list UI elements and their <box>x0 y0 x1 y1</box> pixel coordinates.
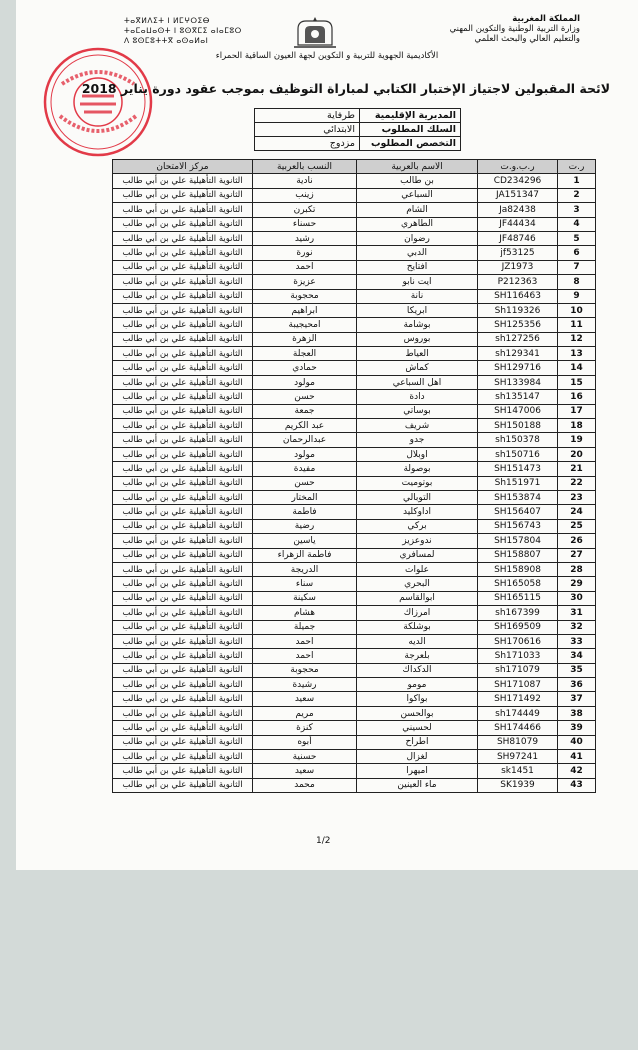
cell-exam-center: الثانوية التأهيلية علي بن أبي طالب <box>113 764 253 778</box>
cell-exam-center: الثانوية التأهيلية علي بن أبي طالب <box>113 347 253 361</box>
col-header-exam-center: مركز الامتحان <box>113 160 253 174</box>
cell-last-name: اميهرا <box>357 764 478 778</box>
cell-exam-center: الثانوية التأهيلية علي بن أبي طالب <box>113 778 253 792</box>
cell-exam-center: الثانوية التأهيلية علي بن أبي طالب <box>113 577 253 591</box>
cell-first-name: مفيدة <box>253 462 357 476</box>
cell-number: 19 <box>558 433 596 447</box>
cell-last-name: بواكوا <box>357 692 478 706</box>
table-row <box>113 462 596 476</box>
cell-exam-center: الثانوية التأهيلية علي بن أبي طالب <box>113 318 253 332</box>
cell-exam-center: الثانوية التأهيلية علي بن أبي طالب <box>113 188 253 202</box>
cell-exam-center: الثانوية التأهيلية علي بن أبي طالب <box>113 447 253 461</box>
table-row <box>113 260 596 274</box>
cell-number: 29 <box>558 577 596 591</box>
cell-first-name: زينب <box>253 188 357 202</box>
cell-first-name: هشام <box>253 606 357 620</box>
cell-code: SH174466 <box>478 721 558 735</box>
cell-exam-center: الثانوية التأهيلية علي بن أبي طالب <box>113 462 253 476</box>
cell-code: SH171087 <box>478 678 558 692</box>
cell-code: SH116463 <box>478 289 558 303</box>
cell-exam-center: الثانوية التأهيلية علي بن أبي طالب <box>113 419 253 433</box>
cell-exam-center: الثانوية التأهيلية علي بن أبي طالب <box>113 591 253 605</box>
cell-first-name: حسن <box>253 476 357 490</box>
cell-number: 13 <box>558 347 596 361</box>
cell-last-name: مومو <box>357 678 478 692</box>
cell-code: sh135147 <box>478 390 558 404</box>
cell-exam-center: الثانوية التأهيلية علي بن أبي طالب <box>113 246 253 260</box>
cell-last-name: الدكداك <box>357 663 478 677</box>
cell-number: 12 <box>558 332 596 346</box>
cell-last-name: اوبلال <box>357 447 478 461</box>
table-row <box>113 519 596 533</box>
cell-exam-center: الثانوية التأهيلية علي بن أبي طالب <box>113 275 253 289</box>
cell-number: 41 <box>558 750 596 764</box>
cell-last-name: افتايح <box>357 260 478 274</box>
info-row <box>255 123 461 137</box>
cell-exam-center: الثانوية التأهيلية علي بن أبي طالب <box>113 735 253 749</box>
cell-code: SK1939 <box>478 778 558 792</box>
cell-last-name: الشام <box>357 203 478 217</box>
table-header-row <box>113 160 596 174</box>
cell-last-name: علوات <box>357 562 478 576</box>
table-row <box>113 606 596 620</box>
cell-last-name: ابريكا <box>357 303 478 317</box>
table-row <box>113 735 596 749</box>
candidates-table <box>112 159 596 793</box>
cell-exam-center: الثانوية التأهيلية علي بن أبي طالب <box>113 217 253 231</box>
cell-last-name: بوساتي <box>357 404 478 418</box>
cell-last-name: اهل السباعي <box>357 375 478 389</box>
table-row <box>113 447 596 461</box>
cell-last-name: كماش <box>357 361 478 375</box>
cell-first-name: حسنية <box>253 750 357 764</box>
cell-number: 20 <box>558 447 596 461</box>
cell-number: 5 <box>558 231 596 245</box>
cell-last-name: ماء العينين <box>357 778 478 792</box>
cell-exam-center: الثانوية التأهيلية علي بن أبي طالب <box>113 404 253 418</box>
cell-code: SH158908 <box>478 562 558 576</box>
cell-number: 10 <box>558 303 596 317</box>
table-row <box>113 721 596 735</box>
header-line: والتعليم العالي والبحث العلمي <box>474 34 580 44</box>
cell-first-name: سكينة <box>253 591 357 605</box>
cell-exam-center: الثانوية التأهيلية علي بن أبي طالب <box>113 750 253 764</box>
cell-first-name: الزهرة <box>253 332 357 346</box>
cell-code: JF48746 <box>478 231 558 245</box>
info-row <box>255 109 461 123</box>
cell-first-name: أبوه <box>253 735 357 749</box>
cell-number: 35 <box>558 663 596 677</box>
table-row <box>113 433 596 447</box>
cell-exam-center: الثانوية التأهيلية علي بن أبي طالب <box>113 534 253 548</box>
cell-first-name: عبد الكريم <box>253 419 357 433</box>
cell-exam-center: الثانوية التأهيلية علي بن أبي طالب <box>113 375 253 389</box>
cell-first-name: سعيد <box>253 764 357 778</box>
cell-code: Sh171033 <box>478 649 558 663</box>
royal-emblem-icon <box>292 15 338 49</box>
cell-code: P212363 <box>478 275 558 289</box>
cell-number: 30 <box>558 591 596 605</box>
cell-code: SH158807 <box>478 548 558 562</box>
header-line: ⴷ ⵓⵙⵎⵓⵜⵜⴳ ⴰⵙⴰⵍⴰⵏ <box>124 36 209 45</box>
cell-last-name: نانة <box>357 289 478 303</box>
cell-code: sh150378 <box>478 433 558 447</box>
official-stamp-icon <box>42 46 154 158</box>
cell-exam-center: الثانوية التأهيلية علي بن أبي طالب <box>113 289 253 303</box>
cell-number: 32 <box>558 620 596 634</box>
cell-code: sh127256 <box>478 332 558 346</box>
cell-first-name: ابراهيم <box>253 303 357 317</box>
cell-code: SH169509 <box>478 620 558 634</box>
cell-number: 22 <box>558 476 596 490</box>
cell-last-name: بوشامة <box>357 318 478 332</box>
cell-last-name: الطاهري <box>357 217 478 231</box>
cell-number: 34 <box>558 649 596 663</box>
cell-exam-center: الثانوية التأهيلية علي بن أبي طالب <box>113 303 253 317</box>
cell-last-name: العياط <box>357 347 478 361</box>
cell-code: SH171492 <box>478 692 558 706</box>
table-row <box>113 634 596 648</box>
info-value: الابتدائي <box>255 123 360 137</box>
cell-code: jf53125 <box>478 246 558 260</box>
col-header-last-name: الاسم بالعربية <box>357 160 478 174</box>
header-ministry-tifinagh <box>124 16 242 46</box>
cell-last-name: بن طالب <box>357 174 478 188</box>
table-row <box>113 275 596 289</box>
cell-first-name: فاطمة الزهراء <box>253 548 357 562</box>
cell-first-name: جمعة <box>253 404 357 418</box>
cell-last-name: لمسافري <box>357 548 478 562</box>
cell-number: 39 <box>558 721 596 735</box>
cell-last-name: بوتوميت <box>357 476 478 490</box>
table-row <box>113 577 596 591</box>
cell-first-name: نادية <box>253 174 357 188</box>
cell-code: sh171079 <box>478 663 558 677</box>
cell-code: JZ1973 <box>478 260 558 274</box>
cell-number: 43 <box>558 778 596 792</box>
cell-code: SH147006 <box>478 404 558 418</box>
cell-number: 23 <box>558 490 596 504</box>
cell-last-name: الدبي <box>357 246 478 260</box>
cell-code: SH150188 <box>478 419 558 433</box>
cell-first-name: حسن <box>253 390 357 404</box>
cell-first-name: مولود <box>253 375 357 389</box>
cell-first-name: سناء <box>253 577 357 591</box>
cell-number: 6 <box>558 246 596 260</box>
cell-first-name: رشيد <box>253 231 357 245</box>
cell-first-name: مولود <box>253 447 357 461</box>
cell-last-name: لحسيني <box>357 721 478 735</box>
cell-first-name: محمد <box>253 778 357 792</box>
cell-number: 31 <box>558 606 596 620</box>
cell-code: JF44434 <box>478 217 558 231</box>
cell-first-name: الدريجة <box>253 562 357 576</box>
cell-last-name: بوروس <box>357 332 478 346</box>
cell-code: SH129716 <box>478 361 558 375</box>
cell-number: 4 <box>558 217 596 231</box>
cell-first-name: رضية <box>253 519 357 533</box>
cell-number: 1 <box>558 174 596 188</box>
cell-code: SH151473 <box>478 462 558 476</box>
cell-code: sh167399 <box>478 606 558 620</box>
cell-exam-center: الثانوية التأهيلية علي بن أبي طالب <box>113 706 253 720</box>
cell-first-name: جميلة <box>253 620 357 634</box>
cell-first-name: المختار <box>253 490 357 504</box>
cell-last-name: ايت نابو <box>357 275 478 289</box>
table-row <box>113 548 596 562</box>
table-row <box>113 649 596 663</box>
table-row <box>113 534 596 548</box>
cell-exam-center: الثانوية التأهيلية علي بن أبي طالب <box>113 260 253 274</box>
cell-first-name: امحيجيبة <box>253 318 357 332</box>
cell-first-name: ياسين <box>253 534 357 548</box>
cell-code: Sh119326 <box>478 303 558 317</box>
cell-first-name: محجوبة <box>253 663 357 677</box>
cell-last-name: لغزال <box>357 750 478 764</box>
cell-code: CD234296 <box>478 174 558 188</box>
cell-number: 9 <box>558 289 596 303</box>
cell-code: SH97241 <box>478 750 558 764</box>
table-row <box>113 750 596 764</box>
cell-exam-center: الثانوية التأهيلية علي بن أبي طالب <box>113 505 253 519</box>
cell-number: 14 <box>558 361 596 375</box>
table-row <box>113 505 596 519</box>
cell-number: 33 <box>558 634 596 648</box>
table-row <box>113 404 596 418</box>
cell-first-name: رشيدة <box>253 678 357 692</box>
table-row <box>113 419 596 433</box>
cell-first-name: سعيد <box>253 692 357 706</box>
cell-first-name: فاطمة <box>253 505 357 519</box>
cell-number: 27 <box>558 548 596 562</box>
table-row <box>113 375 596 389</box>
table-row <box>113 692 596 706</box>
cell-first-name: حسناء <box>253 217 357 231</box>
cell-number: 36 <box>558 678 596 692</box>
cell-first-name: محجوبة <box>253 289 357 303</box>
cell-number: 17 <box>558 404 596 418</box>
cell-exam-center: الثانوية التأهيلية علي بن أبي طالب <box>113 390 253 404</box>
cell-exam-center: الثانوية التأهيلية علي بن أبي طالب <box>113 361 253 375</box>
info-table <box>254 108 461 151</box>
table-row <box>113 217 596 231</box>
cell-last-name: امرزاك <box>357 606 478 620</box>
cell-last-name: بركي <box>357 519 478 533</box>
cell-code: SH156407 <box>478 505 558 519</box>
table-row <box>113 778 596 792</box>
cell-first-name: حمادي <box>253 361 357 375</box>
cell-number: 11 <box>558 318 596 332</box>
table-row <box>113 390 596 404</box>
col-header-first-name: النسب بالعربية <box>253 160 357 174</box>
cell-last-name: اطراح <box>357 735 478 749</box>
cell-code: Ja82438 <box>478 203 558 217</box>
cell-exam-center: الثانوية التأهيلية علي بن أبي طالب <box>113 490 253 504</box>
cell-first-name: نورة <box>253 246 357 260</box>
table-row <box>113 289 596 303</box>
cell-first-name: مريم <box>253 706 357 720</box>
cell-first-name: احمد <box>253 634 357 648</box>
cell-exam-center: الثانوية التأهيلية علي بن أبي طالب <box>113 476 253 490</box>
cell-exam-center: الثانوية التأهيلية علي بن أبي طالب <box>113 548 253 562</box>
table-row <box>113 231 596 245</box>
cell-code: sk1451 <box>478 764 558 778</box>
cell-last-name: بوصولة <box>357 462 478 476</box>
cell-exam-center: الثانوية التأهيلية علي بن أبي طالب <box>113 231 253 245</box>
col-header-number: ر.ت <box>558 160 596 174</box>
cell-code: SH81079 <box>478 735 558 749</box>
cell-last-name: التوبالي <box>357 490 478 504</box>
cell-code: SH133984 <box>478 375 558 389</box>
cell-number: 8 <box>558 275 596 289</box>
cell-exam-center: الثانوية التأهيلية علي بن أبي طالب <box>113 678 253 692</box>
table-row <box>113 591 596 605</box>
cell-exam-center: الثانوية التأهيلية علي بن أبي طالب <box>113 620 253 634</box>
cell-first-name: العجلة <box>253 347 357 361</box>
cell-exam-center: الثانوية التأهيلية علي بن أبي طالب <box>113 634 253 648</box>
cell-last-name: الديه <box>357 634 478 648</box>
cell-number: 3 <box>558 203 596 217</box>
cell-last-name: دادة <box>357 390 478 404</box>
academy-name: الأكاديمية الجهوية للتربية و التكوين لجهة العيون الساقية الحمراء <box>215 51 439 61</box>
table-row <box>113 476 596 490</box>
cell-last-name: بلعرجة <box>357 649 478 663</box>
cell-exam-center: الثانوية التأهيلية علي بن أبي طالب <box>113 663 253 677</box>
cell-code: JA151347 <box>478 188 558 202</box>
info-value: مزدوج <box>255 137 360 151</box>
cell-code: sh150716 <box>478 447 558 461</box>
table-row <box>113 678 596 692</box>
cell-number: 37 <box>558 692 596 706</box>
cell-last-name: ابوالقاسم <box>357 591 478 605</box>
cell-last-name: البحري <box>357 577 478 591</box>
cell-last-name: رضوان <box>357 231 478 245</box>
cell-code: SH165115 <box>478 591 558 605</box>
cell-last-name: ندوعزيز <box>357 534 478 548</box>
table-row <box>113 347 596 361</box>
col-header-code: ر.ب.و.ت <box>478 160 558 174</box>
cell-exam-center: الثانوية التأهيلية علي بن أبي طالب <box>113 649 253 663</box>
info-label: السلك المطلوب <box>360 123 461 137</box>
table-row <box>113 332 596 346</box>
cell-code: SH165058 <box>478 577 558 591</box>
cell-code: sh129341 <box>478 347 558 361</box>
cell-first-name: كنزة <box>253 721 357 735</box>
cell-exam-center: الثانوية التأهيلية علي بن أبي طالب <box>113 519 253 533</box>
table-row <box>113 663 596 677</box>
header-ministry-arabic <box>450 14 580 44</box>
table-row <box>113 303 596 317</box>
document-page <box>16 0 638 870</box>
cell-exam-center: الثانوية التأهيلية علي بن أبي طالب <box>113 562 253 576</box>
cell-code: SH125356 <box>478 318 558 332</box>
header-line: المملكة المغربية <box>512 14 580 24</box>
header-line: ⵜⴰⵎⴰⵡⴰⵙⵜ ⵏ ⵓⵙⴳⵎⵉ ⴰⵏⴰⵎⵓⵔ <box>124 26 242 35</box>
cell-number: 40 <box>558 735 596 749</box>
cell-exam-center: الثانوية التأهيلية علي بن أبي طالب <box>113 692 253 706</box>
info-label: التخصص المطلوب <box>360 137 461 151</box>
table-row <box>113 706 596 720</box>
table-row <box>113 490 596 504</box>
page-number: 1/2 <box>316 836 331 846</box>
info-row <box>255 137 461 151</box>
document-title: لائحة المقبولين لاجتياز الإختبار الكتابي لمباراة التوظيف بموجب عقود دورة يناير 2018 <box>81 81 610 96</box>
table-row <box>113 246 596 260</box>
cell-number: 15 <box>558 375 596 389</box>
cell-number: 28 <box>558 562 596 576</box>
cell-last-name: شريف <box>357 419 478 433</box>
cell-first-name: تكبرن <box>253 203 357 217</box>
cell-number: 25 <box>558 519 596 533</box>
cell-number: 42 <box>558 764 596 778</box>
cell-last-name: اداوكليد <box>357 505 478 519</box>
cell-number: 7 <box>558 260 596 274</box>
cell-code: SH156743 <box>478 519 558 533</box>
table-row <box>113 361 596 375</box>
cell-first-name: عزيزة <box>253 275 357 289</box>
cell-last-name: بوالحسن <box>357 706 478 720</box>
cell-code: Sh151971 <box>478 476 558 490</box>
cell-code: sh174449 <box>478 706 558 720</box>
cell-number: 24 <box>558 505 596 519</box>
table-row <box>113 764 596 778</box>
cell-number: 16 <box>558 390 596 404</box>
cell-first-name: احمد <box>253 260 357 274</box>
cell-number: 2 <box>558 188 596 202</box>
cell-number: 26 <box>558 534 596 548</box>
cell-exam-center: الثانوية التأهيلية علي بن أبي طالب <box>113 721 253 735</box>
info-label: المديرية الإقليمية <box>360 109 461 123</box>
cell-number: 21 <box>558 462 596 476</box>
table-row <box>113 562 596 576</box>
table-row <box>113 620 596 634</box>
cell-code: SH153874 <box>478 490 558 504</box>
cell-code: SH170616 <box>478 634 558 648</box>
table-row <box>113 174 596 188</box>
cell-first-name: احمد <box>253 649 357 663</box>
cell-code: SH157804 <box>478 534 558 548</box>
header-line: ⵜⴰⴳⵍⴷⵉⵜ ⵏ ⵍⵎⵖⵔⵉⴱ <box>124 16 210 25</box>
table-row <box>113 188 596 202</box>
cell-last-name: جدو <box>357 433 478 447</box>
table-row <box>113 318 596 332</box>
cell-exam-center: الثانوية التأهيلية علي بن أبي طالب <box>113 606 253 620</box>
cell-number: 38 <box>558 706 596 720</box>
cell-last-name: بوشلكة <box>357 620 478 634</box>
cell-number: 18 <box>558 419 596 433</box>
cell-exam-center: الثانوية التأهيلية علي بن أبي طالب <box>113 174 253 188</box>
cell-exam-center: الثانوية التأهيلية علي بن أبي طالب <box>113 203 253 217</box>
cell-exam-center: الثانوية التأهيلية علي بن أبي طالب <box>113 433 253 447</box>
cell-exam-center: الثانوية التأهيلية علي بن أبي طالب <box>113 332 253 346</box>
cell-last-name: السباعي <box>357 188 478 202</box>
cell-first-name: عبدالرحمان <box>253 433 357 447</box>
header-line: وزارة التربية الوطنية والتكوين المهني <box>449 24 580 34</box>
table-row <box>113 203 596 217</box>
info-value: طرفاية <box>255 109 360 123</box>
